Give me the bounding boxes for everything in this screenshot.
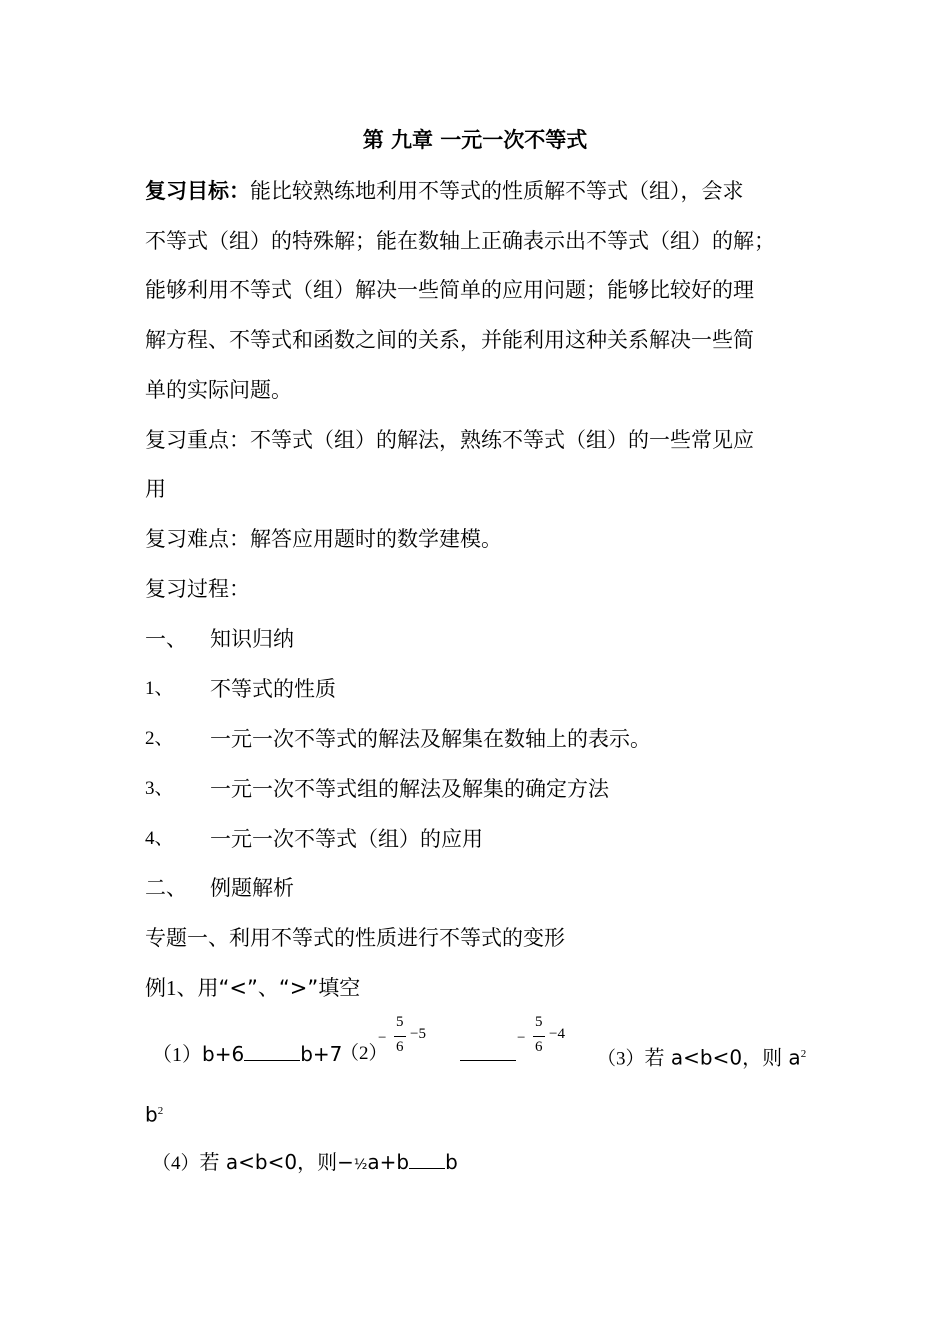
fraction-bar: [394, 1036, 406, 1037]
answer-blank-2[interactable]: [460, 1042, 516, 1061]
question-3: （3）若 a<b<0，则 $a^2$: [597, 1045, 807, 1070]
fraction-bar: [533, 1036, 545, 1037]
question-2-blank-wrap: [460, 1041, 516, 1067]
q2-left-expression: − 5 6 −5: [378, 1014, 426, 1055]
topic-1-heading: 专题一、利用不等式的性质进行不等式的变形: [145, 926, 565, 950]
item-4-number: 4、: [145, 828, 174, 849]
difficulty-line: 复习难点：解答应用题时的数学建模。: [145, 527, 502, 551]
question-4: （4）若 a<b<0，则−½a+b b: [152, 1150, 458, 1174]
chapter-title: 第 九章 一元一次不等式: [362, 128, 588, 152]
q2-right-expression: − 5 6 −4: [517, 1014, 565, 1055]
example-1-heading: 例1、用“<”、“>”填空: [145, 976, 361, 1000]
item-3-label: 一元一次不等式组的解法及解集的确定方法: [210, 777, 609, 801]
review-goal-line-3: 能够利用不等式（组）解决一些简单的应用问题；能够比较好的理: [145, 278, 754, 302]
review-goal-label: 复习目标：: [145, 179, 250, 203]
process-heading: 复习过程：: [145, 577, 250, 601]
review-goal-line-5: 单的实际问题。: [145, 378, 292, 402]
answer-blank-4[interactable]: [409, 1150, 445, 1169]
question-2-number: （2）: [340, 1043, 388, 1064]
item-4-label: 一元一次不等式（组）的应用: [210, 827, 483, 851]
item-1-label: 不等式的性质: [210, 677, 336, 701]
review-goal-line-1: 复习目标：能比较熟练地利用不等式的性质解不等式（组），会求: [145, 179, 744, 203]
section-1-number: 一、: [145, 627, 187, 651]
item-2-label: 一元一次不等式的解法及解集在数轴上的表示。: [210, 727, 651, 751]
key-point-line-2: 用: [145, 477, 166, 501]
key-point-line-1: 复习重点：不等式（组）的解法，熟练不等式（组）的一些常见应: [145, 428, 754, 452]
item-2-number: 2、: [145, 728, 174, 749]
question-3-continued: $b^2$: [145, 1102, 164, 1127]
review-goal-line-4: 解方程、不等式和函数之间的关系，并能利用这种关系解决一些简: [145, 328, 754, 352]
section-1-label: 知识归纳: [210, 627, 294, 651]
item-1-number: 1、: [145, 678, 174, 699]
section-2-label: 例题解析: [210, 876, 294, 900]
review-goal-line-2: 不等式（组）的特殊解；能在数轴上正确表示出不等式（组）的解；: [145, 229, 775, 253]
answer-blank-1[interactable]: [244, 1042, 300, 1061]
item-3-number: 3、: [145, 778, 174, 799]
section-2-number: 二、: [145, 876, 187, 900]
question-1: （1）b+6 b+7: [152, 1042, 343, 1066]
